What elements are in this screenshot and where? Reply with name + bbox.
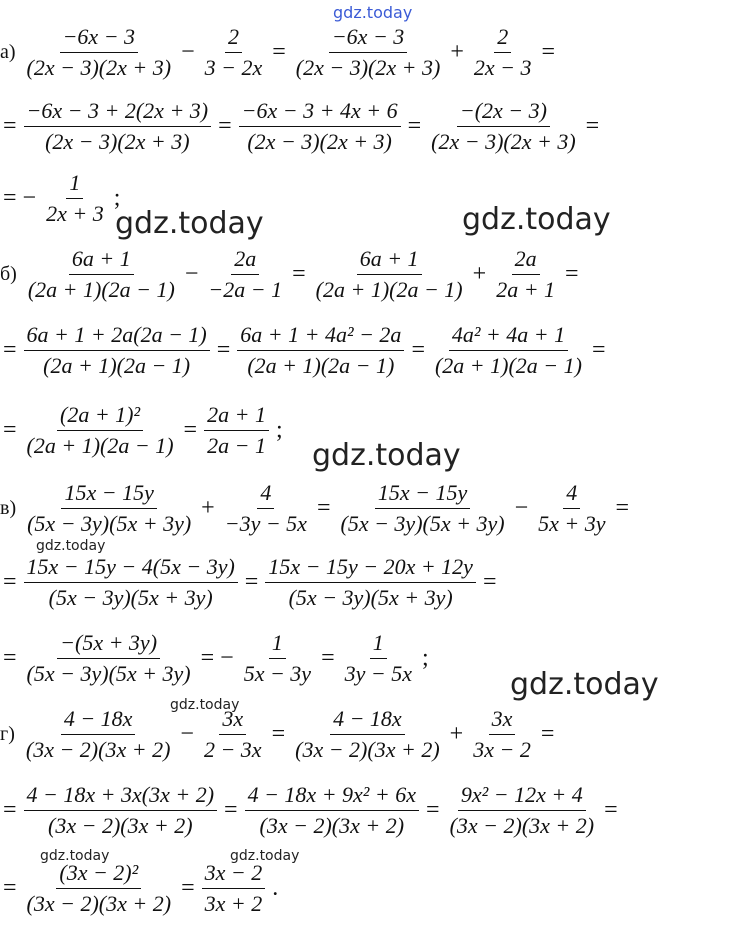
denominator: (2a + 1)(2a − 1) (434, 352, 582, 378)
fraction (432, 322, 585, 379)
operator: = (541, 38, 556, 65)
numerator: (3x − 2)² (56, 860, 141, 889)
operator: − (180, 720, 194, 747)
fraction (237, 322, 404, 379)
denominator: (3x − 2)(3x + 2) (25, 736, 171, 762)
operator: + (472, 260, 487, 287)
denominator: −3y − 5x (224, 510, 307, 536)
fraction (204, 402, 269, 459)
part-label: б) (0, 262, 17, 285)
denominator: (5x − 3y)(5x + 3y) (340, 510, 505, 536)
fraction (24, 98, 212, 155)
operator: = (183, 416, 198, 443)
numerator: 4 (257, 480, 274, 509)
watermark-2: gdz.today (462, 202, 611, 237)
numerator: 15x − 15y (375, 480, 470, 509)
numerator: −6x − 3 (60, 24, 138, 53)
fraction (265, 554, 476, 611)
denominator: (3x − 2)(3x + 2) (295, 736, 440, 762)
operator: = (3, 874, 17, 901)
numerator: 1 (370, 630, 387, 659)
watermark-small-3: gdz.today (40, 848, 110, 864)
numerator: 3x (219, 706, 246, 735)
operator: = (3, 568, 17, 595)
operator: = (407, 112, 422, 139)
denominator: (5x − 3y)(5x + 3y) (288, 584, 453, 610)
numerator: 1 (66, 170, 83, 199)
operator: = (316, 494, 331, 521)
numerator: 15x − 15y − 20x + 12y (265, 554, 476, 583)
operator: = (216, 336, 231, 363)
numerator: 4 − 18x (330, 706, 405, 735)
operator: = (3, 644, 17, 671)
numerator: 4a² + 4a + 1 (449, 322, 568, 351)
operator: = (244, 568, 259, 595)
denominator: 2x − 3 (473, 54, 532, 80)
fraction (245, 782, 419, 839)
fraction (23, 706, 174, 763)
denominator: 3 − 2x (204, 54, 263, 80)
denominator: (3x − 2)(3x + 2) (26, 890, 172, 916)
operator: = (3, 796, 17, 823)
denominator: (5x − 3y)(5x + 3y) (48, 584, 213, 610)
fraction (471, 24, 535, 81)
equation-line (0, 22, 558, 82)
fraction (222, 480, 310, 537)
denominator: 3y − 5x (344, 660, 412, 686)
operator: = (540, 720, 555, 747)
operator: = (321, 644, 335, 671)
numerator: 15x − 15y − 4(5x − 3y) (24, 554, 238, 583)
equation-line (0, 704, 557, 764)
fraction (338, 480, 508, 537)
equation-line (0, 628, 432, 688)
watermark-small-2: gdz.today (170, 697, 240, 713)
equation-line (0, 96, 602, 156)
operator: − (514, 494, 529, 521)
denominator: (3x − 2)(3x + 2) (259, 812, 405, 838)
numerator: 6a + 1 (357, 246, 422, 275)
watermark-1: gdz.today (115, 206, 264, 241)
fraction (313, 246, 466, 303)
operator: = (615, 494, 630, 521)
fraction (24, 554, 238, 611)
fraction (493, 246, 558, 303)
numerator: 4 − 18x (61, 706, 136, 735)
fraction (447, 782, 598, 839)
denominator: (2x − 3)(2x + 3) (45, 128, 190, 154)
fraction (24, 860, 175, 917)
operator: . (272, 874, 279, 901)
numerator: 4 − 18x + 9x² + 6x (245, 782, 419, 811)
denominator: −2a − 1 (208, 276, 283, 302)
denominator: (2a + 1)(2a − 1) (43, 352, 191, 378)
operator: = − (200, 644, 234, 671)
operator: ; (421, 644, 429, 671)
operator: = (181, 874, 195, 901)
operator: = (604, 796, 618, 823)
fraction (25, 246, 178, 303)
numerator: 4 (563, 480, 580, 509)
numerator: −6x − 3 (329, 24, 407, 53)
watermark-3: gdz.today (312, 438, 461, 473)
fraction (342, 630, 415, 687)
operator: + (450, 38, 464, 65)
numerator: 15x − 15y (61, 480, 156, 509)
numerator: −6x − 3 + 2(2x + 3) (24, 98, 212, 127)
numerator: 6a + 1 + 2a(2a − 1) (24, 322, 210, 351)
operator: ; (113, 184, 121, 211)
numerator: 2 (494, 24, 511, 53)
fraction (24, 402, 177, 459)
fraction (428, 98, 579, 155)
equation-line (0, 858, 281, 918)
denominator: (2a + 1)(2a − 1) (247, 352, 395, 378)
fraction (202, 24, 266, 81)
fraction (239, 98, 401, 155)
numerator: 2 (225, 24, 242, 53)
denominator: 2a + 1 (496, 276, 556, 302)
operator: = (271, 720, 286, 747)
denominator: 2 − 3x (203, 736, 262, 762)
part-label: в) (0, 496, 17, 519)
operator: = (272, 38, 286, 65)
denominator: 2x + 3 (46, 200, 104, 226)
operator: + (201, 494, 215, 521)
numerator: −6x − 3 + 4x + 6 (239, 98, 401, 127)
equation-line (0, 552, 500, 612)
operator: = (218, 112, 232, 139)
numerator: 6a + 1 (69, 246, 134, 275)
operator: − (184, 260, 199, 287)
denominator: (2x − 3)(2x + 3) (431, 128, 576, 154)
fraction (201, 706, 265, 763)
fraction (205, 246, 285, 303)
operator: = (224, 796, 238, 823)
watermark-small-1: gdz.today (36, 538, 106, 554)
denominator: (2x − 3)(2x + 3) (247, 128, 392, 154)
denominator: (3x − 2)(3x + 2) (48, 812, 193, 838)
operator: = (426, 796, 440, 823)
operator: = (482, 568, 497, 595)
fraction (202, 860, 266, 917)
denominator: (2a + 1)(2a − 1) (315, 276, 463, 302)
equation-line (0, 244, 582, 304)
fraction (241, 630, 314, 687)
denominator: (3x − 2)(3x + 2) (449, 812, 595, 838)
numerator: 6a + 1 + 4a² − 2a (237, 322, 404, 351)
numerator: −(2x − 3) (457, 98, 550, 127)
numerator: 2a (512, 246, 540, 275)
operator: − (181, 38, 195, 65)
operator: = (292, 260, 306, 287)
equation-line (0, 400, 286, 460)
operator: = (3, 416, 17, 443)
denominator: 2a − 1 (207, 432, 266, 458)
equation-line (0, 168, 123, 228)
operator: = − (3, 184, 37, 211)
fraction (24, 480, 194, 537)
numerator: 9x² − 12x + 4 (458, 782, 586, 811)
operator: = (585, 112, 600, 139)
fraction (470, 706, 534, 763)
watermark-4: gdz.today (510, 667, 659, 702)
fraction (24, 782, 217, 839)
fraction (24, 322, 210, 379)
operator: ; (275, 416, 283, 443)
numerator: 1 (269, 630, 286, 659)
watermark-small-4: gdz.today (230, 848, 300, 864)
operator: = (411, 336, 425, 363)
watermark-top: gdz.today (333, 3, 413, 22)
denominator: (5x − 3y)(5x + 3y) (26, 660, 191, 686)
denominator: 5x + 3y (538, 510, 606, 536)
numerator: 3x − 2 (202, 860, 266, 889)
denominator: (2a + 1)(2a − 1) (26, 432, 174, 458)
operator: = (565, 260, 579, 287)
fraction (24, 630, 194, 687)
operator: + (449, 720, 464, 747)
fraction (24, 24, 175, 81)
equation-line (0, 478, 632, 538)
denominator: (2a + 1)(2a − 1) (27, 276, 175, 302)
denominator: (5x − 3y)(5x + 3y) (27, 510, 192, 536)
fraction (292, 706, 443, 763)
fraction (535, 480, 608, 537)
operator: = (3, 336, 17, 363)
part-label: г) (0, 722, 15, 745)
denominator: (2x − 3)(2x + 3) (26, 54, 172, 80)
numerator: 2a (231, 246, 259, 275)
part-label: а) (0, 40, 16, 63)
numerator: 4 − 18x + 3x(3x + 2) (24, 782, 217, 811)
denominator: 3x + 2 (204, 890, 263, 916)
equation-line (0, 320, 609, 380)
fraction (43, 170, 107, 227)
denominator: 3x − 2 (473, 736, 531, 762)
numerator: (2a + 1)² (57, 402, 143, 431)
fraction (293, 24, 444, 81)
equation-line (0, 780, 621, 840)
denominator: 5x − 3y (243, 660, 312, 686)
operator: = (591, 336, 606, 363)
operator: = (3, 112, 17, 139)
denominator: (2x − 3)(2x + 3) (295, 54, 441, 80)
numerator: 2a + 1 (204, 402, 269, 431)
numerator: −(5x + 3y) (57, 630, 160, 659)
numerator: 3x (489, 706, 516, 735)
